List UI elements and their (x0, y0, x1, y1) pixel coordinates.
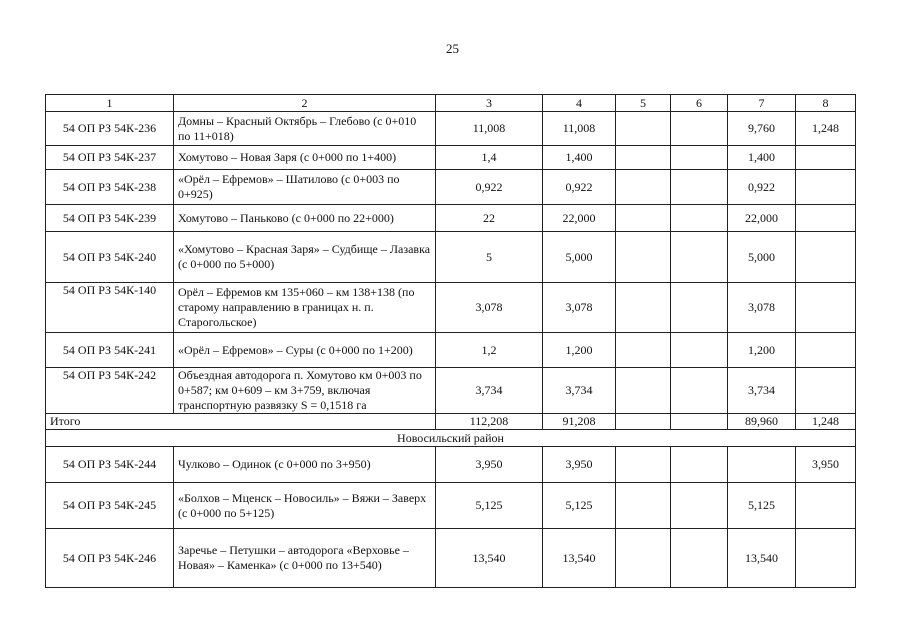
cell-col6 (671, 447, 728, 483)
cell-col7: 0,922 (728, 170, 796, 205)
road-code: 54 ОП РЗ 54К-236 (46, 112, 174, 146)
column-header: 4 (543, 95, 616, 112)
column-header: 1 (46, 95, 174, 112)
table-row (46, 205, 856, 232)
road-name: «Хомутово – Красная Заря» – Судбище – Лазавка (с 0+000 по 5+000) (174, 232, 436, 283)
cell-col5 (616, 112, 671, 146)
cell-col4: 5,000 (543, 232, 616, 283)
cell-col3: 1,4 (436, 146, 543, 170)
road-name: «Болхов – Мценск – Новосиль» – Вяжи – Заверх (с 0+000 по 5+125) (174, 483, 436, 529)
cell-col4: 3,950 (543, 447, 616, 483)
total-row (46, 414, 856, 430)
cell-col5 (616, 205, 671, 232)
cell-col4: 3,078 (543, 283, 616, 333)
road-code: 54 ОП РЗ 54К-244 (46, 447, 174, 483)
road-name: Домны – Красный Октябрь – Глебово (с 0+010 по 11+018) (174, 112, 436, 146)
cell-col7: 3,078 (728, 283, 796, 333)
road-name: Заречье – Петушки – автодорога «Верховье – Новая» – Каменка» (с 0+000 по 13+540) (174, 529, 436, 588)
total-col4: 91,208 (543, 414, 616, 430)
total-col7: 89,960 (728, 414, 796, 430)
column-header: 3 (436, 95, 543, 112)
total-col8: 1,248 (796, 414, 856, 430)
cell-col8: 3,950 (796, 447, 856, 483)
total-col5 (616, 414, 671, 430)
road-code: 54 ОП РЗ 54К-242 (46, 368, 174, 414)
road-name: «Орёл – Ефремов» – Суры (с 0+000 по 1+200) (174, 333, 436, 368)
table-row (46, 529, 856, 588)
column-header: 8 (796, 95, 856, 112)
total-label: Итого (46, 414, 436, 430)
cell-col4: 22,000 (543, 205, 616, 232)
cell-col8 (796, 283, 856, 333)
road-code: 54 ОП РЗ 54К-241 (46, 333, 174, 368)
cell-col8 (796, 483, 856, 529)
cell-col3: 3,950 (436, 447, 543, 483)
cell-col4: 13,540 (543, 529, 616, 588)
cell-col4: 1,200 (543, 333, 616, 368)
cell-col6 (671, 368, 728, 414)
cell-col5 (616, 146, 671, 170)
table-row (46, 447, 856, 483)
section-row (46, 430, 856, 447)
cell-col4: 0,922 (543, 170, 616, 205)
table-row (46, 112, 856, 146)
section-title: Новосильский район (46, 430, 856, 447)
cell-col3: 22 (436, 205, 543, 232)
table-row (46, 170, 856, 205)
cell-col8 (796, 529, 856, 588)
cell-col4: 11,008 (543, 112, 616, 146)
table-row (46, 146, 856, 170)
table-row (46, 232, 856, 283)
page-number: 25 (446, 41, 459, 56)
road-name: Хомутово – Паньково (с 0+000 по 22+000) (174, 205, 436, 232)
table-row (46, 368, 856, 414)
road-name: Объездная автодорога п. Хомутово км 0+003 по 0+587; км 0+609 – км 3+759, включая транспортную развязку S = 0,1518 га (174, 368, 436, 414)
cell-col7: 22,000 (728, 205, 796, 232)
column-header: 6 (671, 95, 728, 112)
cell-col6 (671, 146, 728, 170)
cell-col4: 3,734 (543, 368, 616, 414)
cell-col3: 5,125 (436, 483, 543, 529)
cell-col3: 5 (436, 232, 543, 283)
cell-col8 (796, 368, 856, 414)
cell-col5 (616, 368, 671, 414)
cell-col5 (616, 483, 671, 529)
road-code: 54 ОП РЗ 54К-246 (46, 529, 174, 588)
total-col3: 112,208 (436, 414, 543, 430)
cell-col8 (796, 232, 856, 283)
road-code: 54 ОП РЗ 54К-245 (46, 483, 174, 529)
cell-col7: 9,760 (728, 112, 796, 146)
cell-col4: 5,125 (543, 483, 616, 529)
column-header: 2 (174, 95, 436, 112)
total-col6 (671, 414, 728, 430)
column-header: 7 (728, 95, 796, 112)
cell-col6 (671, 529, 728, 588)
cell-col5 (616, 333, 671, 368)
cell-col5 (616, 447, 671, 483)
cell-col8 (796, 146, 856, 170)
column-header: 5 (616, 95, 671, 112)
table-row (46, 333, 856, 368)
cell-col4: 1,400 (543, 146, 616, 170)
header-row (46, 95, 856, 112)
table-row (46, 483, 856, 529)
cell-col5 (616, 529, 671, 588)
cell-col3: 1,2 (436, 333, 543, 368)
cell-col6 (671, 112, 728, 146)
cell-col6 (671, 283, 728, 333)
road-name: Чулково – Одинок (с 0+000 по 3+950) (174, 447, 436, 483)
cell-col7: 5,000 (728, 232, 796, 283)
cell-col6 (671, 333, 728, 368)
road-name: Хомутово – Новая Заря (с 0+000 по 1+400) (174, 146, 436, 170)
cell-col5 (616, 170, 671, 205)
table-row (46, 283, 856, 333)
cell-col8: 1,248 (796, 112, 856, 146)
cell-col6 (671, 483, 728, 529)
road-code: 54 ОП РЗ 54К-238 (46, 170, 174, 205)
cell-col8 (796, 205, 856, 232)
cell-col3: 3,734 (436, 368, 543, 414)
road-code: 54 ОП РЗ 54К-240 (46, 232, 174, 283)
cell-col3: 11,008 (436, 112, 543, 146)
cell-col6 (671, 232, 728, 283)
cell-col5 (616, 232, 671, 283)
cell-col6 (671, 205, 728, 232)
road-code: 54 ОП РЗ 54К-239 (46, 205, 174, 232)
road-name: Орёл – Ефремов км 135+060 – км 138+138 (по старому направлению в границах н. п. Старогольское) (174, 283, 436, 333)
roads-table (45, 94, 856, 588)
cell-col7: 13,540 (728, 529, 796, 588)
cell-col3: 3,078 (436, 283, 543, 333)
cell-col6 (671, 170, 728, 205)
cell-col5 (616, 283, 671, 333)
cell-col3: 0,922 (436, 170, 543, 205)
cell-col7: 5,125 (728, 483, 796, 529)
cell-col7: 1,200 (728, 333, 796, 368)
road-code: 54 ОП РЗ 54К-237 (46, 146, 174, 170)
cell-col7: 1,400 (728, 146, 796, 170)
road-code: 54 ОП РЗ 54К-140 (46, 283, 174, 333)
road-name: «Орёл – Ефремов» – Шатилово (с 0+003 по 0+925) (174, 170, 436, 205)
cell-col7: 3,734 (728, 368, 796, 414)
cell-col8 (796, 170, 856, 205)
cell-col3: 13,540 (436, 529, 543, 588)
cell-col7 (728, 447, 796, 483)
cell-col8 (796, 333, 856, 368)
